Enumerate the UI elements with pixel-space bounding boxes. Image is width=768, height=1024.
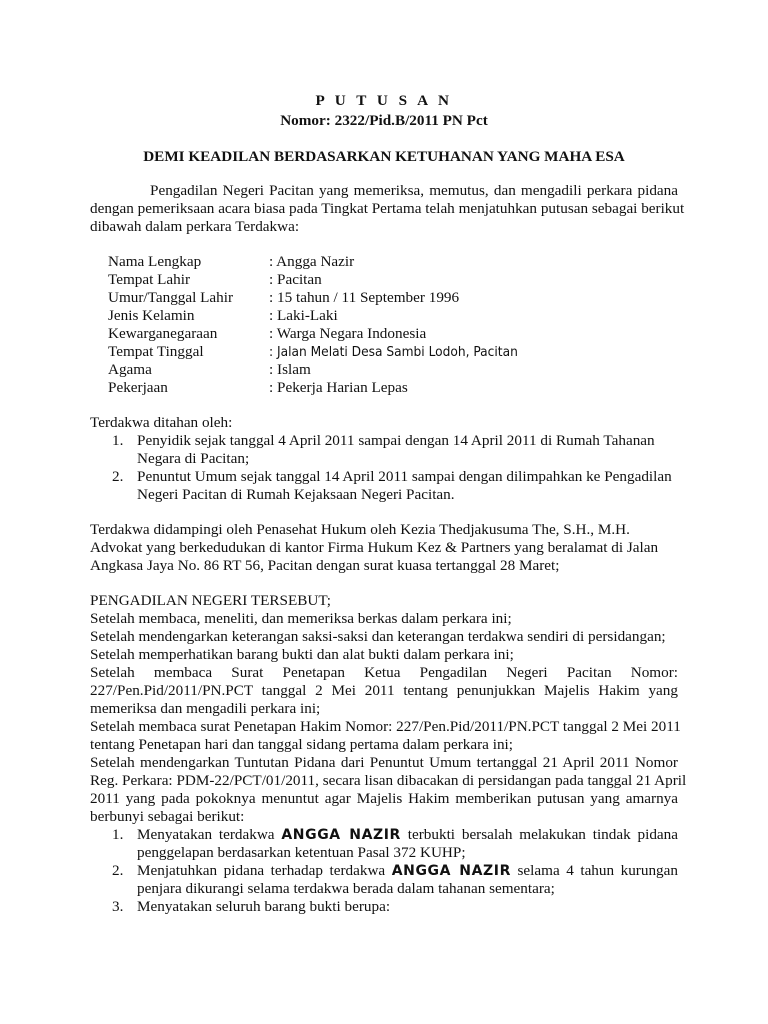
- detention-item-line: Penuntut Umum sejak tanggal 14 April 2011 sampai dengan dilimpahkan ke Pengadilan: [137, 468, 672, 485]
- demand-line: penggelapan berdasarkan ketentuan Pasal 372 KUHP;: [137, 844, 466, 861]
- identity-value: : Jalan Melati Desa Sambi Lodoh, Pacitan: [269, 344, 518, 360]
- court-line: Setelah memperhatikan barang bukti dan alat bukti dalam perkara ini;: [90, 646, 514, 663]
- court-line: berbunyi sebagai berikut:: [90, 808, 245, 825]
- counsel-line: Angkasa Jaya No. 86 RT 56, Pacitan dengan surat kuasa tertanggal 28 Maret;: [90, 557, 560, 574]
- list-number: 1.: [112, 432, 124, 449]
- detention-item-line: Penyidik sejak tanggal 4 April 2011 sampai dengan 14 April 2011 di Rumah Tahanan: [137, 432, 655, 449]
- identity-value: : 15 tahun / 11 September 1996: [269, 289, 460, 306]
- demand-text: terbukti bersalah melakukan tindak pidana: [400, 826, 678, 843]
- identity-value: : Laki-Laki: [269, 307, 338, 324]
- identity-value: : Islam: [269, 361, 311, 378]
- list-number: 3.: [112, 898, 124, 915]
- detention-heading: Terdakwa ditahan oleh:: [90, 414, 233, 431]
- defendant-name: ANGGA NAZIR: [281, 827, 401, 843]
- court-heading: PENGADILAN NEGERI TERSEBUT;: [90, 592, 332, 609]
- demand-text: selama 4 tahun kurungan: [510, 862, 678, 879]
- court-line: Setelah mendengarkan keterangan saksi-saksi dan keterangan terdakwa sendiri di persidangan;: [90, 628, 666, 645]
- court-line: 2011 yang pada pokoknya menuntut agar Majelis Hakim memberikan putusan yang amarnya: [90, 790, 678, 807]
- identity-label: Agama: [108, 361, 152, 378]
- counsel-line: Terdakwa didampingi oleh Penasehat Hukum oleh Kezia Thedjakusuma The, S.H., M.H.: [90, 521, 630, 538]
- demand-line: penjara dikurangi selama terdakwa berada dalam tahanan sementara;: [137, 880, 555, 897]
- court-line: memeriksa dan mengadili perkara ini;: [90, 700, 321, 717]
- list-number: 1.: [112, 826, 124, 843]
- court-line: Reg. Perkara: PDM-22/PCT/01/2011, secara lisan dibacakan di persidangan pada tanggal 21 April: [90, 772, 687, 789]
- identity-label: Kewarganegaraan: [108, 325, 218, 342]
- intro-line: Pengadilan Negeri Pacitan yang memeriksa, memutus, dan mengadili perkara pidana: [150, 182, 678, 199]
- case-number: Nomor: 2322/Pid.B/2011 PN Pct: [280, 112, 488, 129]
- identity-label: Jenis Kelamin: [108, 307, 195, 324]
- intro-line: dengan pemeriksaan acara biasa pada Tingkat Pertama telah menjatuhkan putusan sebagai berikut: [90, 200, 685, 217]
- identity-label: Pekerjaan: [108, 379, 168, 396]
- demand-text: Menjatuhkan pidana terhadap terdakwa: [137, 862, 392, 879]
- justice-heading: DEMI KEADILAN BERDASARKAN KETUHANAN YANG MAHA ESA: [143, 148, 625, 165]
- counsel-line: Advokat yang berkedudukan di kantor Firma Hukum Kez & Partners yang beralamat di Jalan: [90, 539, 659, 556]
- court-line: Setelah mendengarkan Tuntutan Pidana dari Penuntut Umum tertanggal 21 April 2011 Nomor: [90, 754, 678, 771]
- court-line: Setelah membaca Surat Penetapan Ketua Pengadilan Negeri Pacitan Nomor:: [90, 664, 678, 681]
- identity-label: Tempat Tinggal: [108, 343, 204, 360]
- list-number: 2.: [112, 468, 124, 485]
- identity-label: Tempat Lahir: [108, 271, 191, 288]
- demand-line: [137, 862, 678, 881]
- detention-item-line: Negara di Pacitan;: [137, 450, 250, 467]
- intro-line: dibawah dalam perkara Terdakwa:: [90, 218, 300, 235]
- identity-value: : Pacitan: [269, 271, 322, 288]
- demand-text: Menyatakan terdakwa: [137, 826, 282, 843]
- identity-value: : Angga Nazir: [269, 253, 355, 270]
- court-line: tentang Penetapan hari dan tanggal sidang pertama dalam perkara ini;: [90, 736, 513, 753]
- court-line: Setelah membaca, meneliti, dan memeriksa berkas dalam perkara ini;: [90, 610, 512, 627]
- defendant-name: ANGGA NAZIR: [391, 863, 511, 879]
- identity-value: : Warga Negara Indonesia: [269, 325, 427, 342]
- detention-item-line: Negeri Pacitan di Rumah Kejaksaan Negeri Pacitan.: [137, 486, 455, 503]
- identity-label: Nama Lengkap: [108, 253, 202, 270]
- identity-value: : Pekerja Harian Lepas: [269, 379, 408, 396]
- identity-label: Umur/Tanggal Lahir: [108, 289, 234, 306]
- demand-line: [137, 826, 678, 845]
- court-line: 227/Pen.Pid/2011/PN.PCT tanggal 2 Mei 2011 tentang penunjukkan Majelis Hakim yang: [90, 682, 678, 699]
- court-line: Setelah membaca surat Penetapan Hakim Nomor: 227/Pen.Pid/2011/PN.PCT tanggal 2 Mei 2011: [90, 718, 681, 735]
- document-title: P U T U S A N: [315, 92, 453, 109]
- list-number: 2.: [112, 862, 124, 879]
- demand-line: Menyatakan seluruh barang bukti berupa:: [137, 898, 391, 915]
